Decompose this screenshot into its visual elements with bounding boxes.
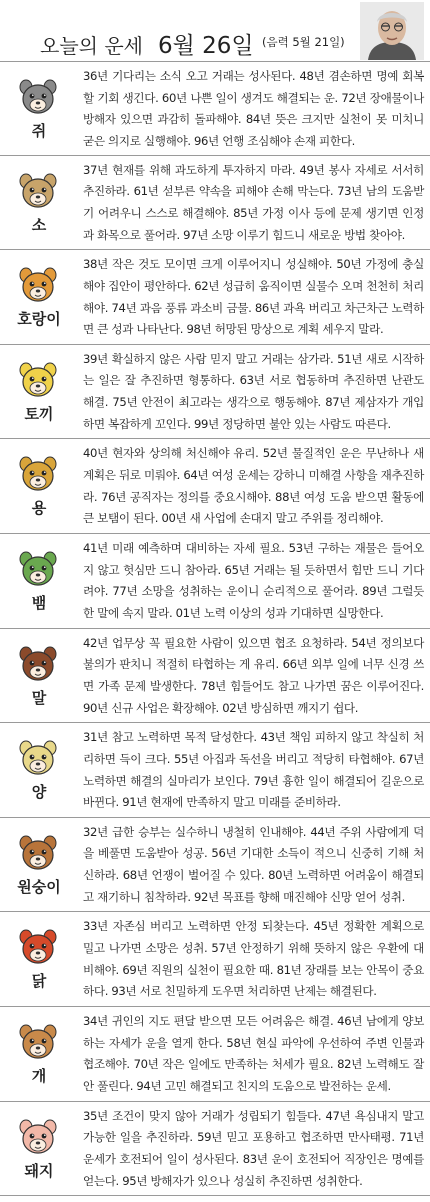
fortune-text: 40년 현자와 상의해 처신해야 유리. 52년 물질적인 운은 무난하나 새 계획은 뒤로 미뤄야. 64년 여성 운세는 강하니 미해결 사항을 재추진하라. 76년 공직자는 정의를 중요시해야. 88년 여성 도움 받으면 활동에 큰 보탬이 된다. 00년 새 사업에 손대지 말고 주위를 정리해야. <box>83 446 424 526</box>
fortune-row <box>0 439 430 534</box>
zodiac-label: 쥐 <box>31 122 47 140</box>
page-title: 오늘의 운세 <box>40 34 143 58</box>
fortune-row <box>0 534 430 629</box>
zodiac-sign <box>0 1007 78 1101</box>
zodiac-sign <box>0 534 78 628</box>
fortune-row <box>0 629 430 724</box>
fortune-text: 35년 조건이 맞지 않아 거래가 성립되기 힘들다. 47년 욕심내지 말고 가능한 일을 추진하라. 59년 믿고 포용하고 협조하면 만사태평. 71년 운세가 호전되어 일이 성사된다. 83년 운이 호전되어 직장인은 명예를 얻는다. 95년 방해자가 있으나 성실히 추진하면 성취한다. <box>83 1108 424 1188</box>
zodiac-sign <box>0 818 78 912</box>
zodiac-label: 개 <box>31 1066 47 1085</box>
tiger-icon <box>17 264 59 306</box>
fortune-text: 32년 급한 승부는 실수하니 냉철히 인내해야. 44년 주위 사람에게 덕을 베풀면 도움받아 성공. 56년 기대한 소득이 적으니 신중히 기해 처신하라. 68년 언쟁이 벌어질 수 있다. 80년 노력하면 어려움이 해결되고 재기하니 침착하라. 92년 목표를 향해 매진해야 신망 얻어 성취. <box>83 824 424 904</box>
fortune-text: 31년 참고 노력하면 목적 달성한다. 43년 책임 피하지 않고 착실히 처리하면 득이 크다. 55년 아집과 독선을 버리고 적당히 타협해야. 67년 노력하면 해결의 실마리가 보인다. 79년 흉한 일이 해결되어 길운으로 바뀐다. 91년 현재에 만족하지 말고 미래를 준비하라. <box>83 730 424 810</box>
fortune-text: 41년 미래 예측하며 대비하는 자세 필요. 53년 구하는 재물은 들어오지 않고 헛심만 드니 참아라. 65년 거래는 될 듯하면서 힘만 드니 기다려야. 77년 소망을 성취하는 운이니 순리적으로 풀어라. 89년 그럴듯한 말에 속지 말라. 01년 노력 이상의 성과 기대하면 실망한다. <box>83 540 424 621</box>
date-label: 6월 26일 <box>158 33 254 59</box>
fortune-row <box>0 250 430 345</box>
fortune-row <box>0 345 430 440</box>
zodiac-sign <box>0 629 78 723</box>
zodiac-label: 원숭이 <box>17 877 61 896</box>
snake-icon <box>17 548 59 590</box>
fortune-text: 36년 기다리는 소식 오고 거래는 성사된다. 48년 겸손하면 명예 회복할 기회 생긴다. 60년 나쁜 일이 생겨도 해결되는 운. 72년 장애물이나 방해자 있으면 과감히 돌파해야. 84년 뜻은 크지만 실천이 못 미치니 굳은 의지로 실행해야. 96년 언행 조심해야 손재 피한다. <box>83 69 424 149</box>
rabbit-icon <box>17 359 59 401</box>
monkey-icon <box>17 832 59 874</box>
horse-icon <box>17 643 59 685</box>
zodiac-sign <box>0 723 78 817</box>
zodiac-label: 양 <box>31 783 47 802</box>
zodiac-label: 뱀 <box>31 593 47 612</box>
dragon-icon <box>17 453 59 495</box>
zodiac-sign <box>0 439 78 533</box>
pig-icon <box>17 1116 59 1158</box>
zodiac-label: 소 <box>31 215 47 234</box>
dog-icon <box>17 1021 59 1063</box>
fortune-text: 37년 현재를 위해 과도하게 투자하지 마라. 49년 봉사 자세로 서서히 추진하라. 61년 섣부른 약속을 피해야 손해 막는다. 73년 남의 도움받기 어려우니 스스로 해결해야. 85년 가정 이사 등에 문제 생기면 인정과 화목으로 풀어라. 97년 소망 이루기 힘드니 새로운 방법 찾아야. <box>83 162 424 242</box>
fortune-row <box>0 818 430 913</box>
fortune-row <box>0 61 430 156</box>
fortune-text: 33년 자존심 버리고 노력하면 안정 되찾는다. 45년 정확한 계획으로 밀고 나가면 소망은 성취. 57년 안정하기 위해 뜻하지 않은 우환에 대비해야. 69년 직원의 실천이 필요한 때. 81년 장래를 보는 안목이 중요하다. 93년 서로 친밀하게 도우면 처리하면 난제는 해결된다. <box>83 919 424 999</box>
zodiac-sign <box>0 156 78 250</box>
rat-icon <box>17 76 59 118</box>
rooster-icon <box>17 926 59 968</box>
zodiac-label: 토끼 <box>24 404 54 423</box>
lunar-date-label: (음력 5월 21일) <box>262 35 345 49</box>
fortune-text: 42년 업무상 꼭 필요한 사람이 있으면 협조 요청하라. 54년 정의보다 불의가 판치니 적절히 타협하는 게 유리. 66년 외부 일에 너무 신경 쓰면 가족 문제 발생한다. 78년 힘들어도 참고 나가면 꿈은 이루어진다. 90년 신규 사업은 확장해야. 02년 방심하면 깨지기 쉽다. <box>83 635 424 715</box>
zodiac-label: 돼지 <box>24 1161 54 1180</box>
zodiac-label: 용 <box>31 499 47 518</box>
fortune-text: 38년 작은 것도 모이면 크게 이루어지니 성실해야. 50년 가정에 충실해야 집안이 평안하다. 62년 성급히 움직이면 실물수 오며 천천히 처리해야. 74년 과음 풍류 과소비 금물. 86년 과욕 버리고 차근차근 노력하면 큰 성과 나타난다. 98년 허망된 망상으로 계획 세우지 말라. <box>83 257 424 337</box>
zodiac-label: 호랑이 <box>17 310 61 329</box>
ox-icon <box>17 170 59 212</box>
header <box>0 0 430 58</box>
fortune-row <box>0 723 430 818</box>
fortune-row <box>0 1102 430 1197</box>
zodiac-sign <box>0 250 78 344</box>
zodiac-label: 닭 <box>31 972 47 991</box>
zodiac-sign <box>0 345 78 439</box>
fortune-row <box>0 156 430 251</box>
fortune-row <box>0 1007 430 1102</box>
zodiac-sign <box>0 62 78 155</box>
author-portrait <box>360 2 424 60</box>
fortune-list <box>0 61 430 1196</box>
zodiac-label: 말 <box>31 688 47 707</box>
fortune-row <box>0 912 430 1007</box>
zodiac-sign <box>0 912 78 1006</box>
fortune-text: 39년 확실하지 않은 사람 믿지 말고 거래는 삼가라. 51년 새로 시작하는 일은 잘 추진하면 형통하다. 63년 서로 협동하며 추진하면 난관도 해결. 75년 안전이 최고라는 생각으로 행동해야. 87년 제삼자가 개입하면 복잡하게 꼬인다. 99년 정당하면 불안 있는 사람도 따른다. <box>83 351 424 431</box>
fortune-text: 34년 귀인의 지도 편달 받으면 모든 어려움은 해결. 46년 남에게 양보하는 자세가 운을 열게 한다. 58년 현실 파악에 우선하여 주변 인물과 협조해야. 70년 작은 일에도 만족하는 처세가 필요. 82년 노력해도 잘 안 풀린다. 94년 고민 해결되고 친지의 도움으로 발전하는 운세. <box>83 1013 424 1094</box>
sheep-icon <box>17 737 59 779</box>
zodiac-sign <box>0 1102 78 1196</box>
